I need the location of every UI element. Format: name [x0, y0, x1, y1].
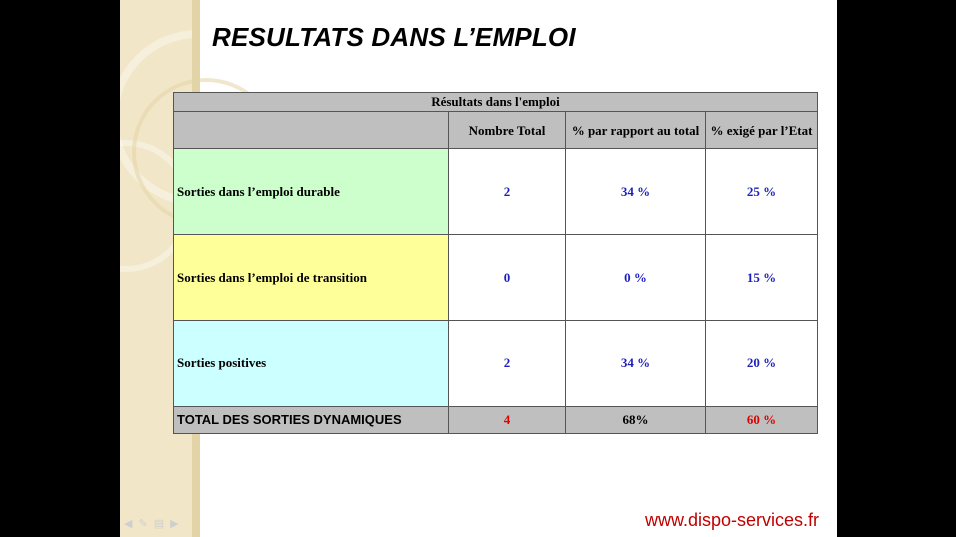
total-nombre: 4 [449, 406, 566, 433]
cell-pct-total: 0 % [566, 235, 706, 321]
pen-icon[interactable]: ✎ [138, 518, 154, 530]
table-row [174, 235, 818, 321]
table-row [174, 149, 818, 235]
header-pct-total: % par rapport au total [566, 112, 706, 149]
results-table [173, 92, 818, 434]
menu-icon[interactable]: ▤ [153, 518, 171, 530]
cell-nombre: 2 [449, 320, 566, 406]
cell-pct-total: 34 % [566, 320, 706, 406]
cell-pct-etat: 15 % [706, 235, 818, 321]
footer-url: www.dispo-services.fr [644, 510, 819, 530]
row-label: Sorties dans l’emploi durable [174, 149, 449, 235]
cell-pct-total: 34 % [566, 149, 706, 235]
slide [120, 0, 837, 537]
slide-title: RESULTATS DANS L’EMPLOI [212, 22, 576, 52]
cell-pct-etat: 25 % [706, 149, 818, 235]
row-label: Sorties dans l’emploi de transition [174, 235, 449, 321]
cell-nombre: 2 [449, 149, 566, 235]
row-label: Sorties positives [174, 320, 449, 406]
cell-pct-etat: 20 % [706, 320, 818, 406]
table-header-row [174, 112, 818, 149]
total-pct-etat: 60 % [706, 406, 818, 433]
table-caption-row [174, 93, 818, 112]
total-row [174, 406, 818, 433]
table-row [174, 320, 818, 406]
slide-nav-controls [124, 517, 185, 530]
table-caption: Résultats dans l'emploi [174, 93, 818, 112]
header-nombre-total: Nombre Total [449, 112, 566, 149]
header-cell-empty [174, 112, 449, 149]
header-pct-etat: % exigé par l’Etat [706, 112, 818, 149]
arrow-right-icon[interactable]: ▶ [170, 518, 185, 530]
total-label: TOTAL DES SORTIES DYNAMIQUES [174, 406, 449, 433]
total-pct-total: 68% [566, 406, 706, 433]
arrow-left-icon[interactable]: ◀ [124, 518, 139, 530]
cell-nombre: 0 [449, 235, 566, 321]
